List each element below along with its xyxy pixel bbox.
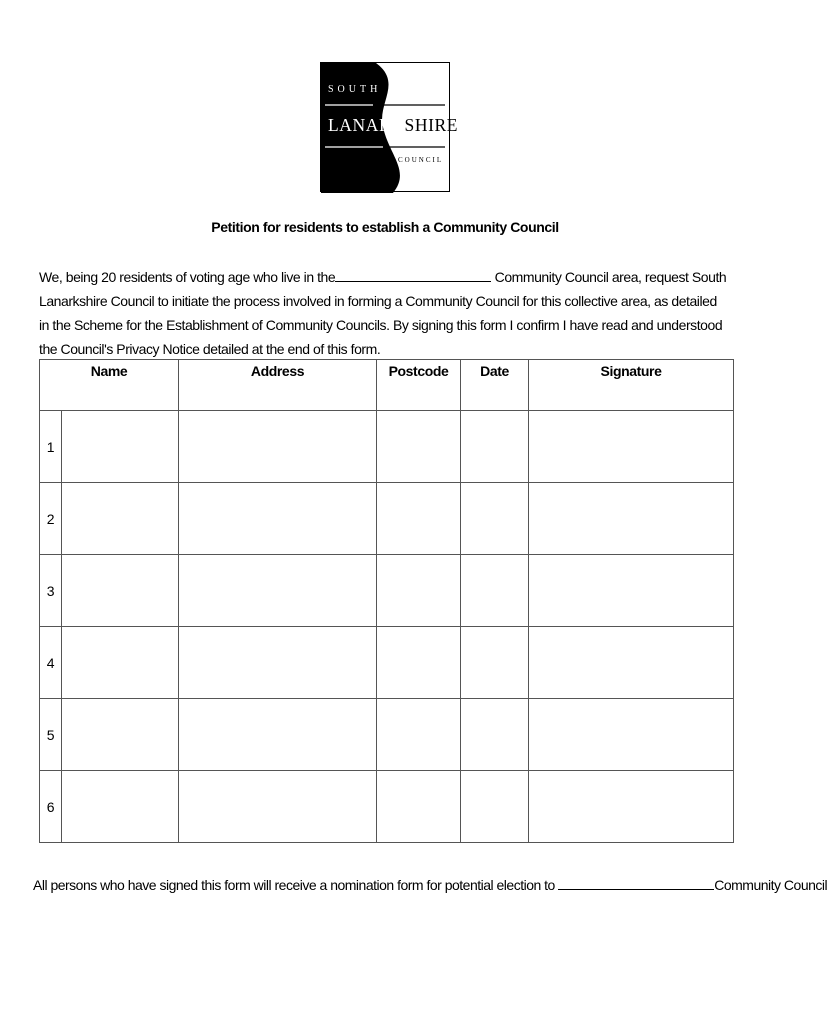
council-logo (320, 62, 459, 192)
signature-cell[interactable] (529, 483, 734, 555)
area-name-blank[interactable] (335, 269, 491, 282)
name-cell[interactable] (62, 483, 179, 555)
row-number: 4 (40, 627, 62, 699)
name-cell[interactable] (62, 627, 179, 699)
signature-cell[interactable] (529, 771, 734, 843)
header-date: Date (461, 360, 529, 411)
footer-note (33, 877, 827, 893)
postcode-cell[interactable] (377, 771, 461, 843)
address-cell[interactable] (179, 699, 377, 771)
table-row (40, 555, 734, 627)
header-postcode: Postcode (377, 360, 461, 411)
address-cell[interactable] (179, 771, 377, 843)
row-number: 2 (40, 483, 62, 555)
date-cell[interactable] (461, 627, 529, 699)
header-address: Address (179, 360, 377, 411)
signature-table (39, 359, 734, 843)
address-cell[interactable] (179, 555, 377, 627)
signature-cell[interactable] (529, 555, 734, 627)
intro-paragraph (39, 265, 729, 361)
footer-trail: Community Council (714, 877, 827, 893)
postcode-cell[interactable] (377, 699, 461, 771)
date-cell[interactable] (461, 411, 529, 483)
intro-rest: Community Council area, request South Lanarkshire Council to initiate the process involved in forming a Community Council for this collective area, as detailed in the Scheme for the Establishment of Community Councils. By signing this form I confirm I have read and understood the Council's Privacy Notice detailed at the end of this form. (39, 269, 727, 357)
table-row (40, 627, 734, 699)
date-cell[interactable] (461, 699, 529, 771)
date-cell[interactable] (461, 555, 529, 627)
header-signature: Signature (529, 360, 734, 411)
date-cell[interactable] (461, 483, 529, 555)
row-number: 5 (40, 699, 62, 771)
postcode-cell[interactable] (377, 627, 461, 699)
logo-word-council: COUNCIL (398, 156, 444, 164)
logo-word-lanark: LANARK (328, 115, 405, 135)
name-cell[interactable] (62, 699, 179, 771)
logo-word-lanarkshire (328, 117, 458, 135)
logo-word-south: SOUTH (328, 84, 382, 95)
name-cell[interactable] (62, 771, 179, 843)
postcode-cell[interactable] (377, 483, 461, 555)
address-cell[interactable] (179, 483, 377, 555)
table-row (40, 483, 734, 555)
table-row (40, 771, 734, 843)
date-cell[interactable] (461, 771, 529, 843)
table-row (40, 699, 734, 771)
address-cell[interactable] (179, 411, 377, 483)
name-cell[interactable] (62, 555, 179, 627)
header-name: Name (40, 360, 179, 411)
address-cell[interactable] (179, 627, 377, 699)
postcode-cell[interactable] (377, 555, 461, 627)
signature-cell[interactable] (529, 699, 734, 771)
table-header-row (40, 360, 734, 411)
council-name-blank[interactable] (558, 877, 714, 890)
table-row (40, 411, 734, 483)
intro-lead: We, being 20 residents of voting age who live in the (39, 269, 336, 285)
row-number: 3 (40, 555, 62, 627)
name-cell[interactable] (62, 411, 179, 483)
footer-lead: All persons who have signed this form will receive a nomination form for potential election to (33, 877, 555, 893)
petition-title: Petition for residents to establish a Community Council (211, 219, 559, 235)
signature-cell[interactable] (529, 627, 734, 699)
signature-cell[interactable] (529, 411, 734, 483)
logo-word-shire: SHIRE (404, 115, 459, 135)
row-number: 1 (40, 411, 62, 483)
row-number: 6 (40, 771, 62, 843)
postcode-cell[interactable] (377, 411, 461, 483)
